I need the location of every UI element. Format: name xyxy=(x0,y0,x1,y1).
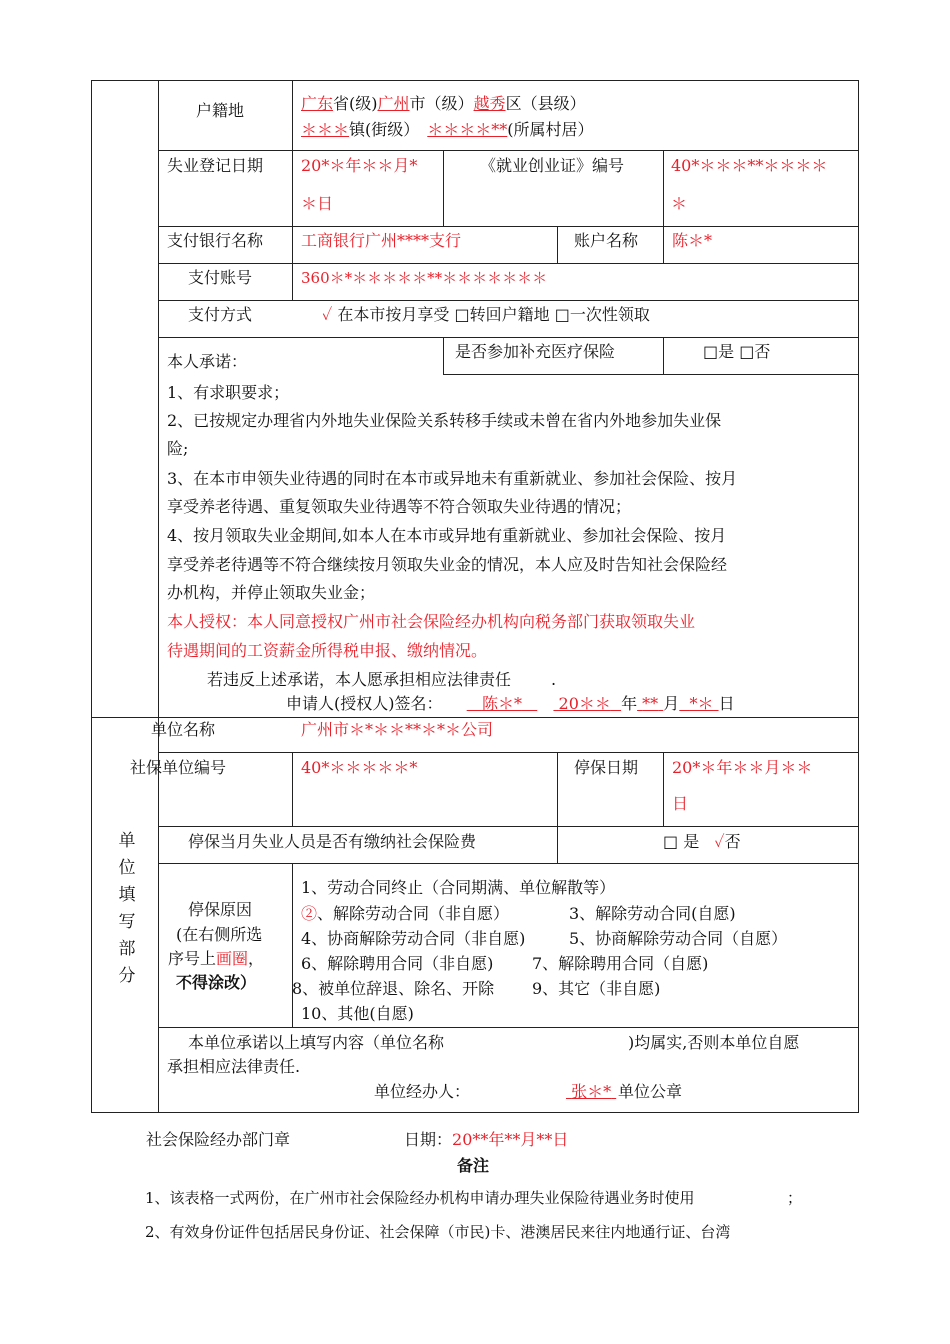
circled-mark-icon: ② xyxy=(301,904,318,923)
stop-reason-hint: 序号上画圈， xyxy=(168,949,265,968)
unemployment-date-label: 失业登记日期 xyxy=(167,156,264,175)
town-suffix: 镇(街级） xyxy=(349,120,420,139)
bank-name-label: 支付银行名称 xyxy=(167,231,264,250)
row-line xyxy=(158,863,858,864)
agency-date-value: 20**年**月**日 xyxy=(452,1130,569,1149)
commitment-line: 险; xyxy=(167,439,189,458)
agency-date-row xyxy=(404,1130,568,1150)
col-line xyxy=(443,337,444,374)
reason-option[interactable]: ②、解除劳动合同（非自愿） xyxy=(301,904,510,923)
row-line xyxy=(158,1027,858,1028)
paid-yes-option[interactable]: □ 是 xyxy=(663,832,700,851)
village-value: ＊＊＊＊** xyxy=(427,120,508,139)
row-line xyxy=(158,226,858,227)
household-line1 xyxy=(301,94,586,114)
row-line xyxy=(158,263,858,264)
cert-number-line1: 40*＊＊＊**＊＊＊＊ xyxy=(671,156,828,175)
remarks-title: 备注 xyxy=(457,1156,490,1175)
unit-sicode-value: 40*＊＊＊＊＊* xyxy=(301,758,418,777)
account-number-label: 支付账号 xyxy=(188,268,253,287)
col-line xyxy=(292,752,293,826)
col-line xyxy=(443,150,444,226)
signature-name[interactable]: 陈＊* xyxy=(481,694,522,713)
unit-sicode-label: 社保单位编号 xyxy=(130,758,227,777)
medical-insurance-options[interactable]: □是 □否 xyxy=(703,342,771,361)
col-line xyxy=(663,226,664,263)
col-line xyxy=(663,752,664,826)
account-name-value: 陈＊* xyxy=(672,231,713,250)
paid-no-option[interactable]: 否 xyxy=(724,832,741,851)
unit-confirm-line: 承担相应法律责任. xyxy=(167,1057,301,1076)
reason-option[interactable]: 7、解除聘用合同（自愿) xyxy=(532,954,709,973)
unit-name-value: 广州市＊*＊＊**＊*＊公司 xyxy=(301,720,494,739)
commitment-line: 享受养老待遇等不符合继续按月领取失业金的情况，本人应及时告知社会保险经 xyxy=(167,555,728,574)
payment-option-lumpsum[interactable]: □一次性领取 xyxy=(554,305,650,324)
unit-name-label: 单位名称 xyxy=(151,720,216,739)
remarks-line: 2、有效身份证件包括居民身份证、社会保障（市民)卡、港澳居民来往内地通行证、台湾 xyxy=(145,1223,731,1241)
paid-insurance-options[interactable] xyxy=(663,832,741,852)
unit-side-label: 单 位 填 写 部 分 xyxy=(118,831,136,986)
account-name-label: 账户名称 xyxy=(574,231,639,250)
unit-handler-name[interactable]: 张＊* xyxy=(571,1082,612,1101)
border-bottom xyxy=(91,1112,859,1113)
cert-number-line2: ＊ xyxy=(671,194,688,213)
border-right xyxy=(858,80,859,1113)
payment-options xyxy=(322,305,650,325)
row-line xyxy=(91,717,859,718)
row-line xyxy=(158,337,858,338)
commitment-line: 3、在本市申领失业待遇的同时在本市或异地未有重新就业、参加社会保险、按月 xyxy=(167,469,738,488)
province-value: 广东 xyxy=(301,94,334,113)
col-line xyxy=(557,226,558,263)
town-value: ＊＊＊ xyxy=(301,120,350,139)
commitment-title: 本人承诺： xyxy=(167,352,248,371)
city-value: 广州 xyxy=(377,94,410,113)
stop-reason-hint: (在右侧所选 xyxy=(176,925,263,944)
reason-option[interactable]: 3、解除劳动合同(自愿) xyxy=(569,904,736,923)
stop-reason-warning: 不得涂改） xyxy=(176,973,257,992)
unit-handler-label: 单位经办人： xyxy=(374,1082,471,1101)
signature-year[interactable]: 20＊＊ xyxy=(558,694,611,713)
payment-method-label: 支付方式 xyxy=(188,305,253,324)
district-suffix: 区（县级） xyxy=(505,94,586,113)
signature-month[interactable]: ** xyxy=(642,694,659,713)
household-line2 xyxy=(301,120,594,140)
household-label: 户籍地 xyxy=(196,101,245,120)
row-line xyxy=(443,374,858,375)
reason-option[interactable]: 5、协商解除劳动合同（自愿） xyxy=(569,929,788,948)
applicant-signature-row: 申请人(授权人)签名： 陈＊* 20＊＊ 年 ** 月 *＊ 日 xyxy=(286,694,735,713)
row-line xyxy=(158,752,858,753)
medical-insurance-label: 是否参加补充医疗保险 xyxy=(455,342,616,361)
unit-confirm-line: 本单位承诺以上填写内容（单位名称 xyxy=(188,1033,445,1052)
agency-stamp-label: 社会保险经办部门章 xyxy=(146,1130,291,1149)
row-line xyxy=(158,150,858,151)
commitment-line: 享受养老待遇、重复领取失业待遇等不符合领取失业待遇的情况； xyxy=(167,497,632,516)
account-number-value: 360＊*＊＊＊＊＊**＊＊＊＊＊＊＊ xyxy=(301,269,548,287)
village-suffix: (所属村居） xyxy=(507,120,594,139)
commitment-line: 1、有求职要求； xyxy=(167,383,290,402)
stop-date-label: 停保日期 xyxy=(574,758,639,777)
city-suffix: 市（级） xyxy=(409,94,474,113)
payment-option-monthly[interactable]: 在本市按月享受 xyxy=(337,305,450,324)
checkmark-icon: ✓ xyxy=(322,305,333,324)
agency-date-label: 日期： xyxy=(404,1130,453,1149)
district-value: 越秀 xyxy=(473,94,506,113)
stop-date-line1: 20*＊年＊＊月＊＊ xyxy=(672,758,813,777)
authorization-line: 本人授权：本人同意授权广州市社会保险经办机构向税务部门获取领取失业 xyxy=(167,612,696,631)
liability-text: 若违反上述承诺，本人愿承担相应法律责任 . xyxy=(207,670,557,689)
border-top xyxy=(91,80,859,81)
commitment-line: 4、按月领取失业金期间,如本人在本市或异地有重新就业、参加社会保险、按月 xyxy=(167,526,727,545)
reason-option[interactable]: 1、劳动合同终止（合同期满、单位解散等） xyxy=(301,878,616,897)
applicant-inner-left xyxy=(158,80,159,717)
paid-insurance-label: 停保当月失业人员是否有缴纳社会保险费 xyxy=(188,832,477,851)
reason-option[interactable]: 6、解除聘用合同（非自愿) xyxy=(301,954,494,973)
row-line xyxy=(158,826,858,827)
unit-seal-label: 单位公章 xyxy=(618,1082,683,1101)
commitment-line: 2、已按规定办理省内外地失业保险关系转移手续或未曾在省内外地参加失业保 xyxy=(167,411,722,430)
authorization-line: 待遇期间的工资薪金所得税申报、缴纳情况。 xyxy=(167,641,488,660)
stop-reason-label: 停保原因 xyxy=(188,900,253,919)
reason-option[interactable]: 10、其他(自愿) xyxy=(301,1004,414,1023)
commitment-line: 办机构，并停止领取失业金； xyxy=(167,583,376,602)
unemployment-date-line2: ＊日 xyxy=(301,194,334,213)
col-line xyxy=(557,752,558,863)
col-line xyxy=(663,337,664,374)
row-line xyxy=(158,300,858,301)
payment-option-transfer[interactable]: □转回户籍地 xyxy=(454,305,550,324)
remarks-line-end: ； xyxy=(787,1189,803,1207)
col-line xyxy=(292,863,293,1027)
signature-label: 申请人(授权人)签名： xyxy=(286,694,443,713)
reason-option[interactable]: 4、协商解除劳动合同（非自愿) xyxy=(301,929,526,948)
col-line xyxy=(292,80,293,300)
col-line xyxy=(663,150,664,226)
reason-option[interactable]: 8、被单位辞退、除名、开除 xyxy=(292,979,495,998)
checkmark-icon: ✓ xyxy=(714,832,725,851)
remarks-line: 1、该表格一式两份，在广州市社会保险经办机构申请办理失业保险待遇业务时使用 xyxy=(145,1189,695,1207)
reason-option[interactable]: 9、其它（非自愿) xyxy=(532,979,661,998)
unit-confirm-line: )均属实,否则本单位自愿 xyxy=(628,1033,800,1052)
cert-number-label: 《就业创业证》编号 xyxy=(480,156,625,175)
province-suffix: 省(级) xyxy=(333,94,378,113)
bank-name-value: 工商银行广州****支行 xyxy=(301,231,462,250)
unemployment-date-line1: 20*＊年＊＊月* xyxy=(301,156,418,175)
stop-date-line2: 日 xyxy=(672,794,689,813)
border-left xyxy=(91,80,92,1113)
signature-day[interactable]: *＊ xyxy=(689,694,714,713)
